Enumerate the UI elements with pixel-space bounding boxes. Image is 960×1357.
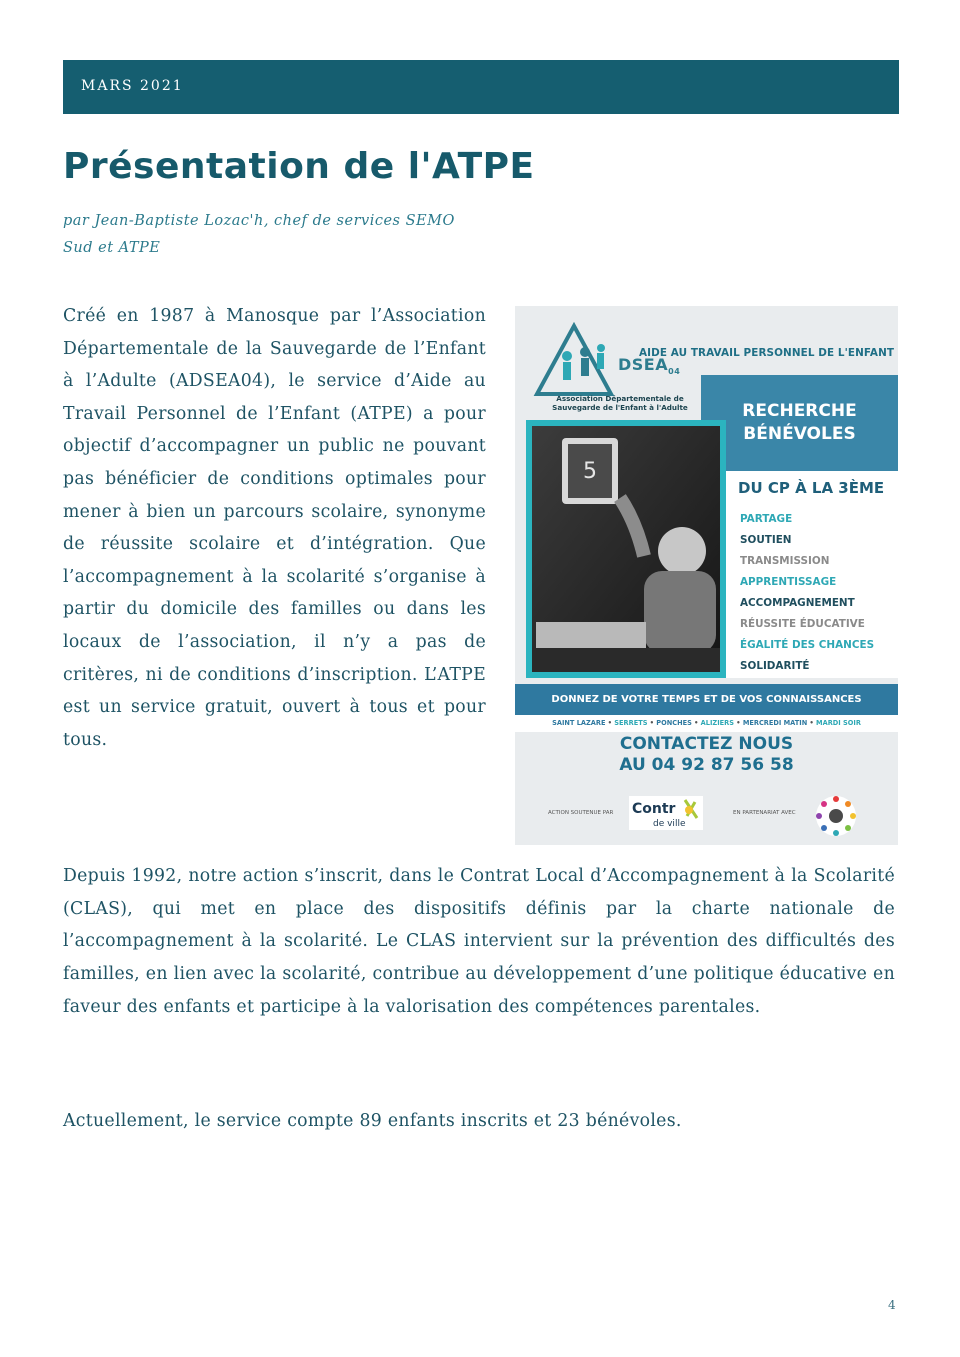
value-word: ACCOMPAGNEMENT	[740, 597, 855, 609]
levels-label: DU CP À LA 3ÈME	[738, 479, 885, 497]
paragraph-intro: Créé en 1987 à Manosque par l’Association Départementale de la Sauvegarde de l’Enfant à l’Adulte (ADSEA04), le service d’Aide au Travail Personnel de l’Enfant (ATPE) a pour objectif d’accompagner un public ne pouvant pas bénéficier de conditions optimales pour mener à bien un parcours scolaire, synonyme de réussite scolaire et d’intégration. Que l’accompagnement à la scolarité s’organise à partir du domicile des familles ou dans les locaux de l’association, il n’y a pas de critères, ni de conditions d’inscription. L’ATPE est un service gratuit, ouvert à tous et pour tous.	[63, 306, 486, 750]
recherche-line-2: BÉNÉVOLES	[743, 424, 856, 444]
values-panel	[726, 471, 898, 678]
value-word: ÉGALITÉ DES CHANCES	[740, 639, 875, 651]
svg-text:de ville: de ville	[653, 819, 686, 829]
child-with-slate-photo	[532, 426, 720, 672]
value-word: RÉUSSITE ÉDUCATIVE	[740, 618, 865, 630]
atpe-flyer	[515, 306, 898, 845]
contact-line-1: CONTACTEZ NOUS	[619, 734, 794, 754]
recherche-panel	[701, 375, 898, 471]
page-number: 4	[888, 1298, 896, 1312]
place-label: MARDI SOIR	[816, 719, 861, 727]
contrat-de-ville-logo-icon	[629, 796, 703, 830]
flyer-logo-text: $DSEA_{04}$	[618, 355, 681, 377]
partner-logo-icon	[813, 793, 859, 839]
paragraph-stats: Actuellement, le service compte 89 enfants inscrits et 23 bénévoles.	[63, 1111, 682, 1131]
value-word: PARTAGE	[740, 513, 793, 525]
byline-line-2: Sud et ATPE	[63, 240, 161, 256]
soutenue-label: ACTION SOUTENUE PAR	[548, 810, 614, 816]
place-label: MERCREDI MATIN	[742, 719, 808, 727]
header-band	[63, 60, 899, 114]
flyer-places: SAINT LAZARE • SERRETS • PONCHES • ALIZIERS • MERCREDI MATIN • MARDI SOIR	[515, 715, 898, 732]
flyer-contact	[515, 734, 898, 776]
value-word: SOUTIEN	[740, 534, 792, 546]
recherche-line-1: RECHERCHE	[742, 401, 857, 421]
value-word: SOLIDARITÉ	[740, 660, 810, 672]
partenariat-label: EN PARTENARIAT AVEC	[733, 810, 796, 816]
svg-text:5: 5	[583, 459, 597, 484]
issue-date: MARS 2021	[81, 78, 184, 94]
svg-text:Contr: Contr	[632, 801, 676, 817]
place-label: SAINT LAZARE	[552, 719, 606, 727]
place-label: PONCHES	[656, 719, 692, 727]
photo-frame	[526, 420, 726, 678]
values-list	[740, 509, 874, 677]
byline	[63, 208, 483, 262]
paragraph-clas: Depuis 1992, notre action s’inscrit, dans le Contrat Local d’Accompagnement à la Scolarité (CLAS), qui met en place des dispositifs définis par la charte nationale de l’accompagnement à la scolarité. Le CLAS intervient sur la prévention des difficultés des familles, en lien avec la scolarité, contribue au développement d’une politique éducative en faveur des enfants et participe à la valorisation des compétences parentales.	[63, 866, 895, 1017]
byline-line-1: par Jean-Baptiste Lozac'h, chef de services SEMO	[63, 213, 455, 229]
value-word: TRANSMISSION	[740, 555, 830, 567]
flyer-banner: DONNEZ DE VOTRE TEMPS ET DE VOS CONNAISSANCES	[515, 684, 898, 715]
flyer-headline: AIDE AU TRAVAIL PERSONNEL DE L'ENFANT	[639, 347, 895, 359]
adsea-logo-icon	[533, 322, 615, 398]
value-word: APPRENTISSAGE	[740, 576, 837, 588]
flyer-association: Association Départementale de Sauvegarde de l'Enfant à l'Adulte	[552, 394, 688, 412]
place-label: ALIZIERS	[700, 719, 734, 727]
place-label: SERRETS	[614, 719, 648, 727]
page-title: Présentation de l'ATPE	[63, 146, 535, 187]
contact-line-2: AU 04 92 87 56 58	[619, 755, 794, 775]
